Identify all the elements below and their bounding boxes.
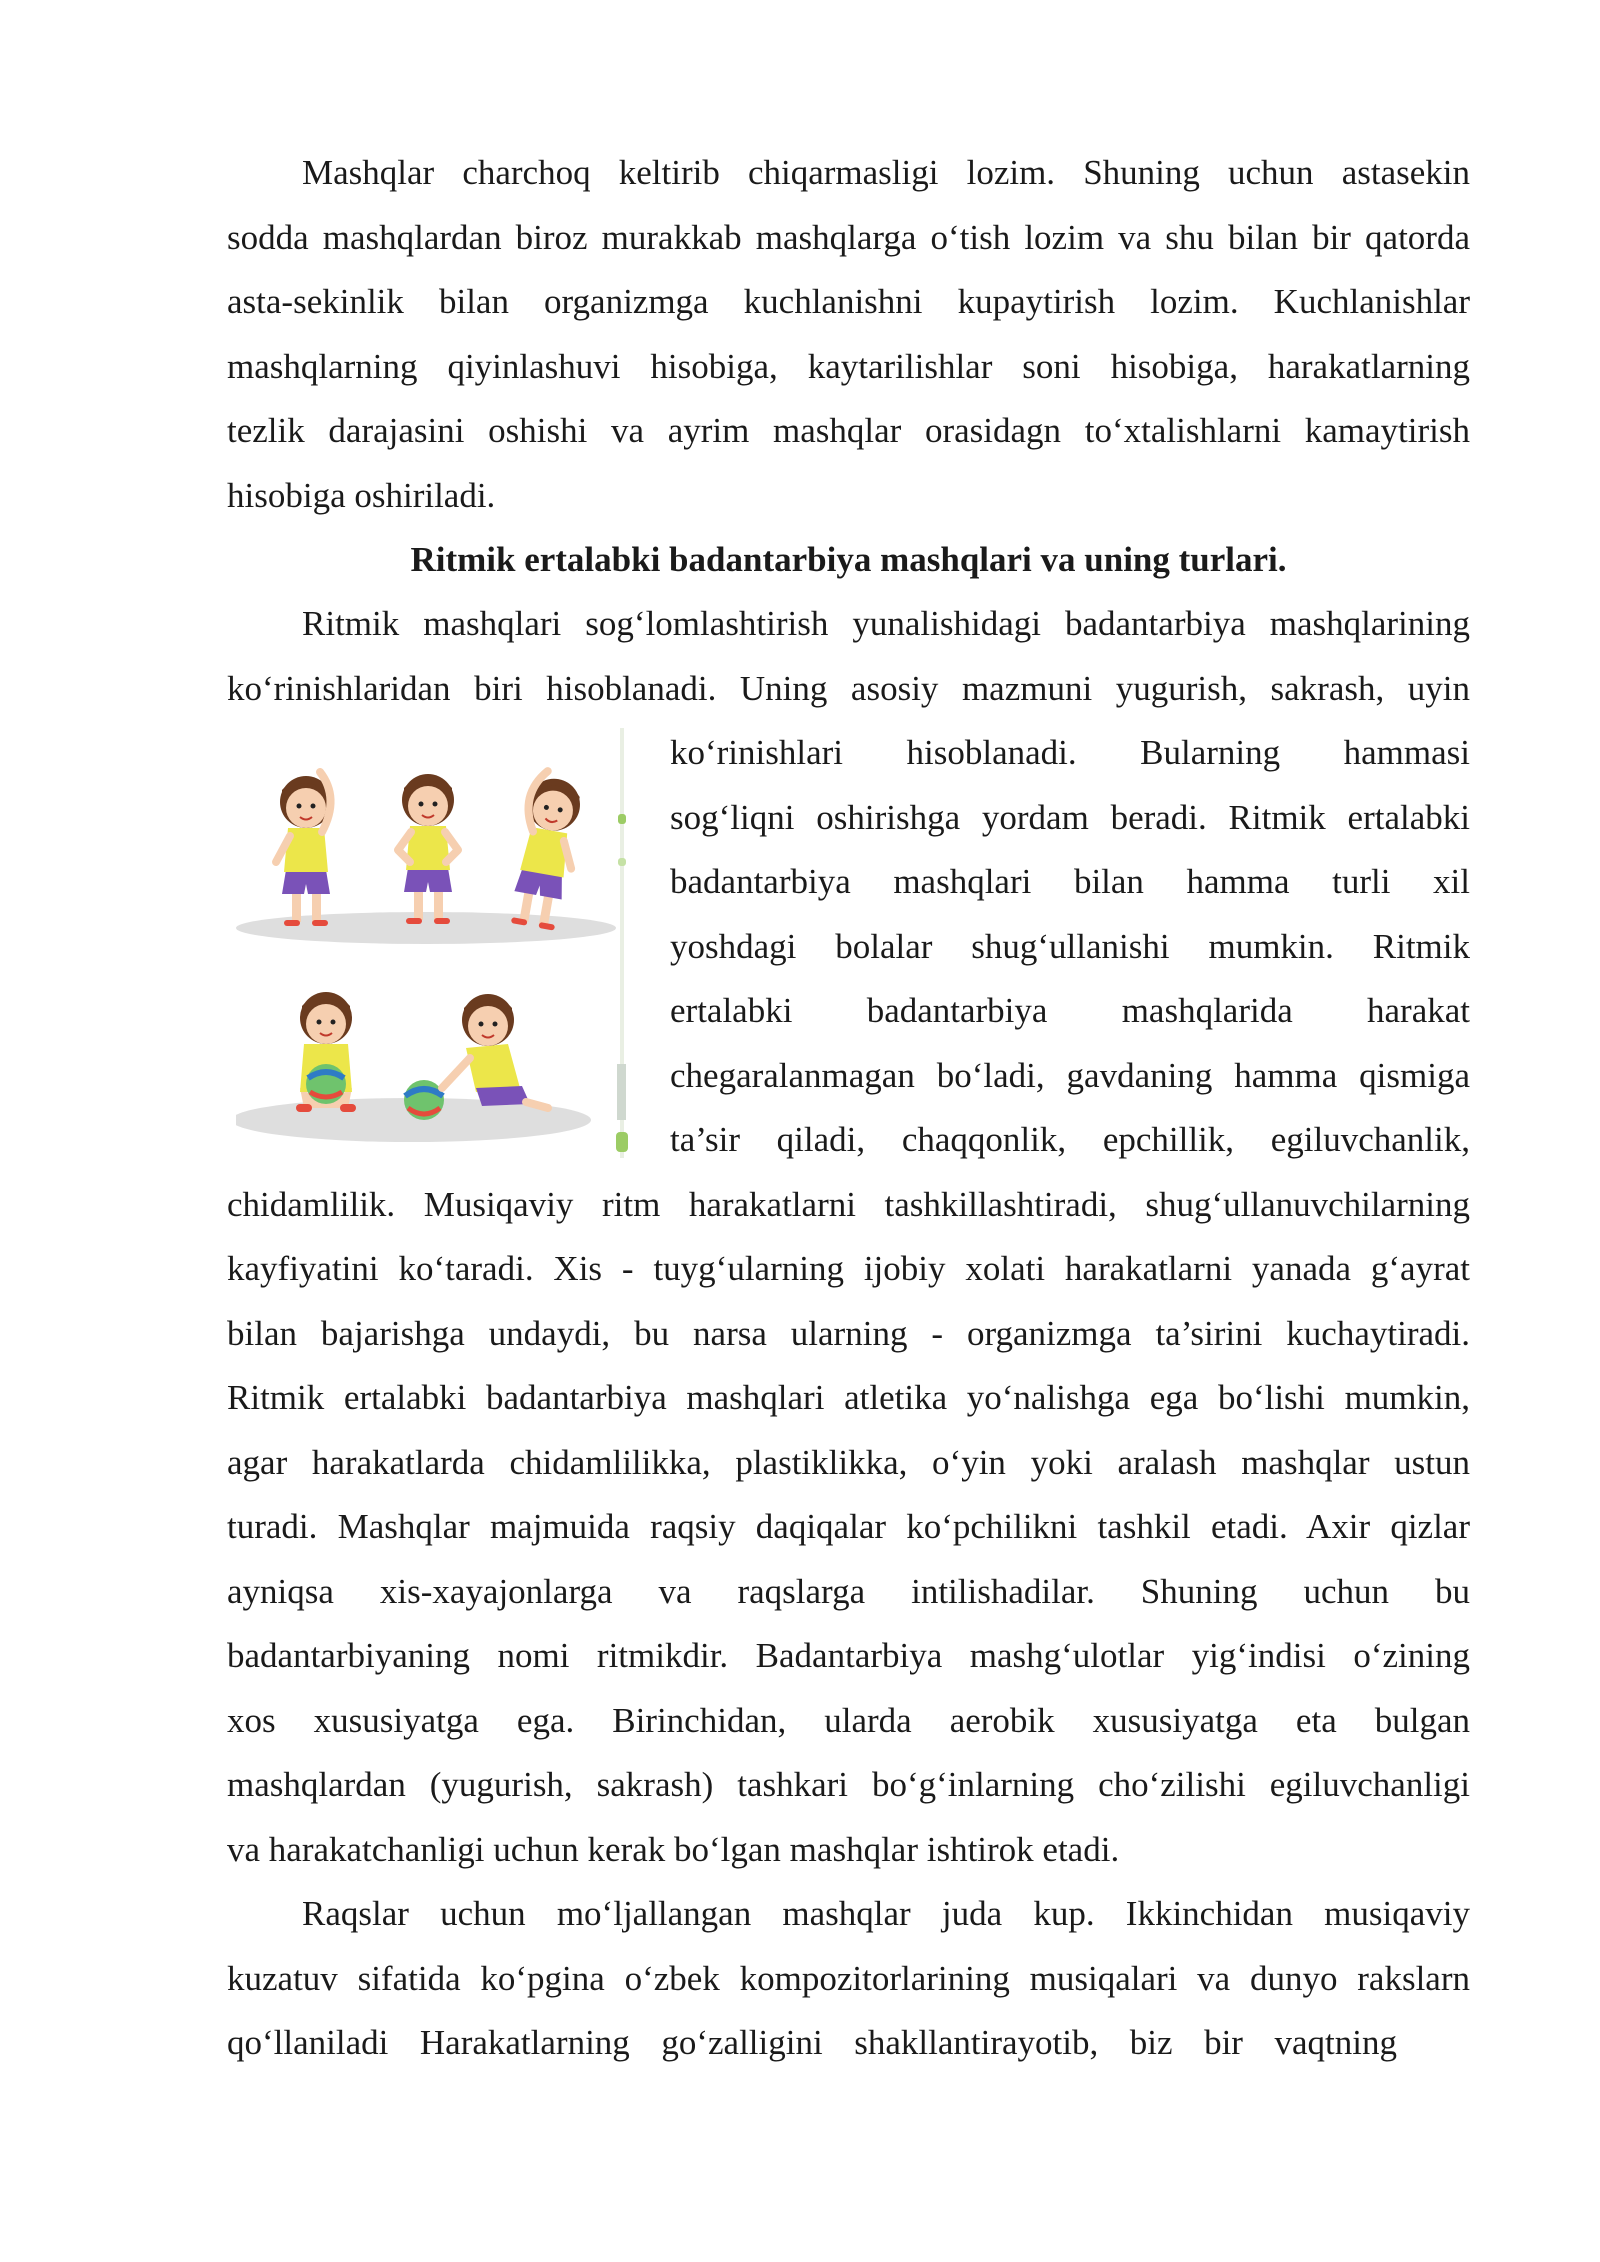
text-line: kayfiyatini ko‘taradi. Xis - tuyg‘ularning ijobiy xolati harakatlarni yanada g‘ayrat <box>227 1249 1470 1288</box>
text-line: ta’sir qiladi, chaqqonlik, epchillik, egiluvchanlik, <box>670 1120 1470 1159</box>
text-line: turadi. Mashqlar majmuida raqsiy daqiqalar ko‘pchilikni tashkil etadi. Axir qizlar <box>227 1507 1470 1546</box>
text-line: Ritmik ertalabki badantarbiya mashqlari atletika yo‘nalishga ega bo‘lishi mumkin, <box>227 1378 1470 1417</box>
text-line: chegaralanmagan bo‘ladi, gavdaning hamma qismiga <box>670 1056 1470 1095</box>
text-line: ayniqsa xis-xayajonlarga va raqslarga intilishadilar. Shuning uchun bu <box>227 1572 1470 1611</box>
text-line: mashqlardan (yugurish, sakrash) tashkari bo‘g‘inlarning cho‘zilishi egiluvchanligi <box>227 1765 1470 1804</box>
children-exercising-illustration-icon <box>236 728 636 1158</box>
text-line: mashqlarning qiyinlashuvi hisobiga, kaytarilishlar soni hisobiga, harakatlarning <box>227 347 1470 386</box>
text-line: Ritmik mashqlari sog‘lomlashtirish yunalishidagi badantarbiya mashqlarining <box>302 604 1470 643</box>
section-heading: Ritmik ertalabki badantarbiya mashqlari va uning turlari. <box>410 540 1287 579</box>
text-line: ko‘rinishlari hisoblanadi. Bularning hammasi <box>670 733 1470 772</box>
text-line: ertalabki badantarbiya mashqlarida harakat <box>670 991 1470 1030</box>
text-line: Raqslar uchun mo‘ljallangan mashqlar juda kup. Ikkinchidan musiqaviy <box>302 1894 1470 1933</box>
text-line: badantarbiyaning nomi ritmikdir. Badantarbiya mashg‘ulotlar yig‘indisi o‘zining <box>227 1636 1470 1675</box>
text-line: ko‘rinishlaridan biri hisoblanadi. Uning asosiy mazmuni yugurish, sakrash, uyin <box>227 669 1470 708</box>
text-line: badantarbiya mashqlari bilan hamma turli xil <box>670 862 1470 901</box>
text-line: Mashqlar charchoq keltirib chiqarmasligi lozim. Shuning uchun astasekin <box>302 153 1470 192</box>
text-line: hisobiga oshiriladi. <box>227 476 496 515</box>
text-line: sog‘liqni oshirishga yordam beradi. Ritmik ertalabki <box>670 798 1470 837</box>
text-line: kuzatuv sifatida ko‘pgina o‘zbek kompozitorlarining musiqalari va dunyo rakslarn <box>227 1959 1470 1998</box>
text-line: asta-sekinlik bilan organizmga kuchlanishni kupaytirish lozim. Kuchlanishlar <box>227 282 1470 321</box>
text-line: va harakatchanligi uchun kerak bo‘lgan mashqlar ishtirok etadi. <box>227 1830 1120 1869</box>
text-line: chidamlilik. Musiqaviy ritm harakatlarni tashkillashtiradi, shug‘ullanuvchilarning <box>227 1185 1470 1224</box>
text-line: qo‘llaniladi Harakatlarning go‘zalligini shakllantirayotib, biz bir vaqtning <box>227 2023 1397 2062</box>
text-line: bilan bajarishga undaydi, bu narsa ularning - organizmga ta’sirini kuchaytiradi. <box>227 1314 1470 1353</box>
text-line: xos xususiyatga ega. Birinchidan, ularda aerobik xususiyatga eta bulgan <box>227 1701 1470 1740</box>
text-line: sodda mashqlardan biroz murakkab mashqlarga o‘tish lozim va shu bilan bir qatorda <box>227 218 1470 257</box>
text-line: agar harakatlarda chidamlilikka, plastiklikka, o‘yin yoki aralash mashqlar ustun <box>227 1443 1470 1482</box>
text-line: tezlik darajasini oshishi va ayrim mashqlar orasidagn to‘xtalishlarni kamaytirish <box>227 411 1470 450</box>
text-line: yoshdagi bolalar shug‘ullanishi mumkin. Ritmik <box>670 927 1470 966</box>
